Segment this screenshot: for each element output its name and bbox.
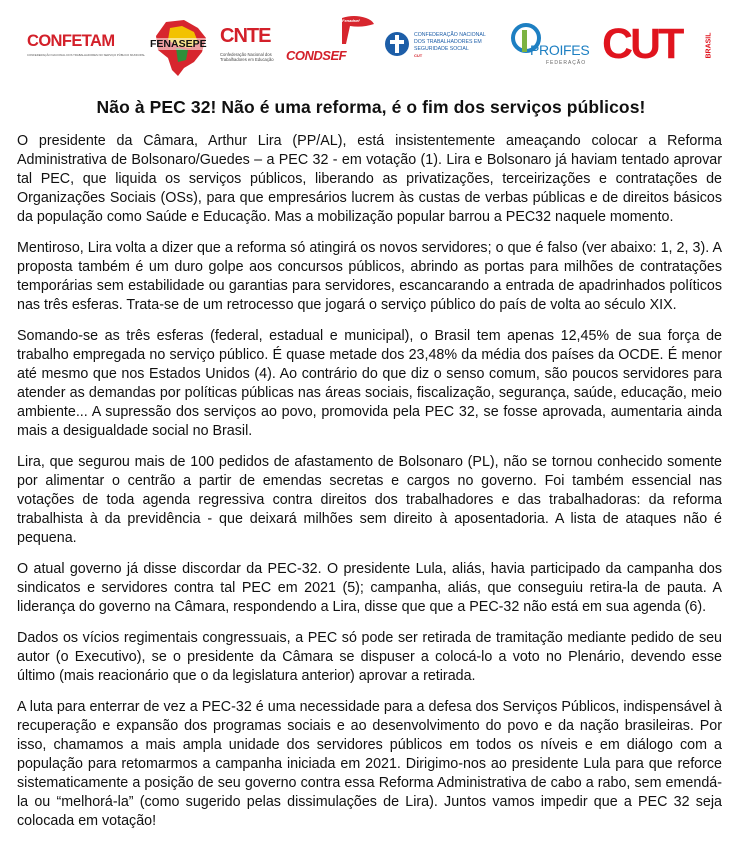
document-body bbox=[17, 132, 722, 843]
paragraph-7: A luta para enterrar de vez a PEC-32 é uma necessidade para a defesa dos Serviços Públicos, indispensável à recuperação e expansão dos programas sociais e ao desenvolvimento do povo e da nação brasileiras. Por isso, chamamos a mais ampla unidade dos servidores públicos em todos os níveis e em diálogo com a população para retomarmos a campanha iniciada em 2021. Dirigimo-nos ao presidente Lula para que reforce sistematicamente a posição de seu governo contra essa Reforma Administrativa de cabo a rabo, sem emendá-la ou “melhorá-la” (como sugerido pelas dissimulações de Lira). Juntos vamos impedir que a PEC 32 seja colocada em votação! bbox=[17, 699, 722, 829]
paragraph-2: Mentiroso, Lira volta a dizer que a reforma só atingirá os novos servidores; o que é falso (ver abaixo: 1, 2, 3). A proposta também é um duro golpe aos concursos públicos, abrindo as portas para milhões de contratações temporárias sem estabilidade ou garantias para servidores, escancarando a entrada de apadrinhados políticos nas três esferas. Trata-se de um retrocesso que jogará o serviço público do país de volta ao século XIX. bbox=[17, 240, 722, 313]
logo-bar bbox=[0, 0, 742, 90]
paragraph-3: Somando-se as três esferas (federal, estadual e municipal), o Brasil tem apenas 12,45% de sua força de trabalho empregada no serviço público. É quase metade dos 23,48% da média dos países da OCDE. É menor até mesmo que nos Estados Unidos (4). Ao contrário do que diz o senso comum, são poucos servidores para atender as demandas por políticas públicas nas áreas sociais, fiscalização, segurança, saúde, educação, meio ambiente... A supressão dos serviços ao povo, promovida pela PEC 32, se fosse aprovada, aumentaria ainda mais a desigualdade social no Brasil. bbox=[17, 328, 722, 439]
cntss-line3: SEGURIDADE SOCIAL bbox=[414, 46, 469, 52]
confetam-name: CONFETAM bbox=[27, 32, 115, 50]
proifes-logo bbox=[508, 22, 596, 72]
confetam-logo bbox=[27, 30, 145, 64]
cntss-line2: DOS TRABALHADORES EM bbox=[414, 39, 482, 45]
fenasepe-name: FENASEPE bbox=[150, 38, 207, 50]
paragraph-6: Dados os vícios regimentais congressuais, a PEC só pode ser retirada de tramitação mediante pedido de seu autor (o Executivo), se o presidente da Câmara se dispuser a colocá-lo a voto no Plenário, devendo esse último (mais reacionário que o da legislatura anterior) aprovar a retirada. bbox=[17, 630, 722, 684]
condsef-name: CONDSEF bbox=[286, 48, 347, 63]
cntss-line4: CUT bbox=[414, 53, 423, 58]
proifes-subtitle: FEDERAÇÃO bbox=[546, 60, 587, 66]
cnte-subtitle: Confederação Nacional dos Trabalhadores em Educação bbox=[220, 52, 274, 62]
condsef-flag-text: Fenadsef bbox=[342, 18, 360, 23]
paragraph-4: Lira, que segurou mais de 100 pedidos de afastamento de Bolsonaro (PL), não se tornou conhecido somente por alimentar o centrão a partir de emendas secretas e cargos no governo. Foi também essencial nas votações de toda agenda regressiva contra direitos dos trabalhadores e das trabalhadoras: da reforma trabalhista à da previdência - que deixará milhões sem direito à aposentadoria. A lista de ataques não é pequena. bbox=[17, 454, 722, 546]
proifes-name: PROIFES bbox=[530, 42, 590, 58]
cut-logo bbox=[602, 20, 720, 68]
condsef-logo bbox=[282, 14, 380, 76]
paragraph-5: O atual governo já disse discordar da PEC-32. O presidente Lula, aliás, havia participado da campanha dos sindicatos e servidores contra tal PEC em 2021 (5); campanha, aliás, que conseguiu retira-la de pauta. A liderança do governo na Câmara, respondendo a Lira, disse que que a PEC-32 não está em sua agenda (6). bbox=[17, 561, 722, 615]
cnte-logo bbox=[218, 25, 280, 69]
cntss-emblem-icon bbox=[384, 29, 410, 59]
cut-name: CUT bbox=[602, 20, 682, 68]
paragraph-1: O presidente da Câmara, Arthur Lira (PP/AL), está insistentemente ameaçando colocar a Reforma Administrativa de Bolsonaro/Guedes – a PEC 32 - em votação (1). Lira e Bolsonaro já haviam tentado aprovar tal PEC, que liquida os serviços públicos, liberando as privatizações, terceirizações e contratações de Organizações Sociais (OSs), para que empresários lucrem às custas de verbas públicas e de direitos básicos da população como Saúde e Educação. Mas a mobilização popular barrou a PEC32 naquele momento. bbox=[17, 133, 722, 225]
document-title: Não à PEC 32! Não é uma reforma, é o fim dos serviços públicos! bbox=[96, 97, 646, 117]
cntss-logo bbox=[384, 25, 504, 65]
cut-side-label: BRASIL bbox=[705, 32, 713, 59]
cnte-name: CNTE bbox=[220, 25, 271, 47]
cntss-line1: CONFEDERAÇÃO NACIONAL bbox=[414, 32, 486, 38]
confetam-subtitle: CONFEDERAÇÃO NACIONAL DOS TRABALHADORES NO SERVIÇO PÚBLICO MUNICIPAL bbox=[27, 53, 145, 57]
fenasepe-logo bbox=[148, 18, 212, 78]
